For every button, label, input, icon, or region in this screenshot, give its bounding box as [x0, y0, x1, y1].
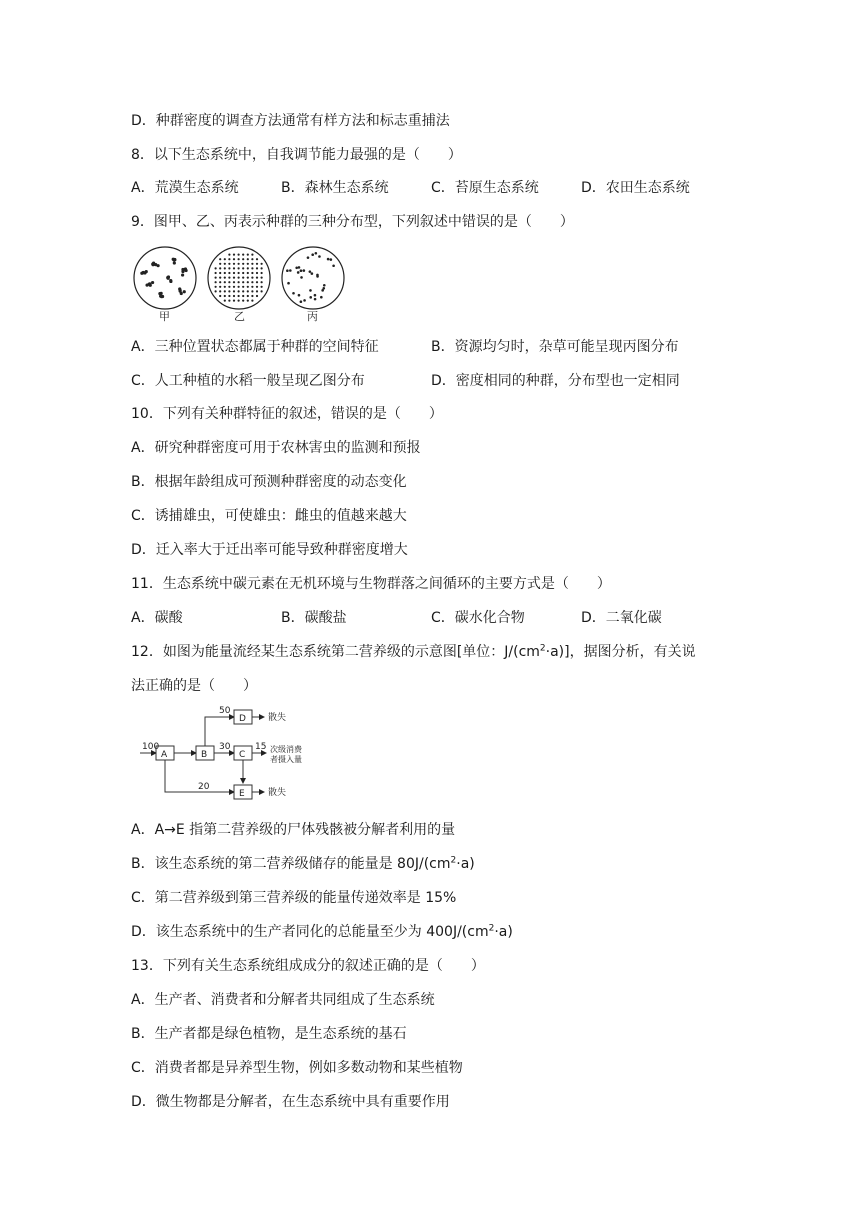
q9-option-d: D．密度相同的种群，分布型也一定相同	[431, 373, 680, 389]
q9-option-a: A．三种位置状态都属于种群的空间特征	[131, 339, 379, 355]
q11-option-b: B．碳酸盐	[281, 610, 347, 626]
e-out-label: 散失	[268, 788, 287, 798]
q13-stem: 13．下列有关生态系统组成成分的叙述正确的是（ ）	[131, 958, 485, 974]
q13-option-d: D．微生物都是分解者，在生态系统中具有重要作用	[131, 1094, 450, 1110]
label-jia: 甲	[159, 310, 170, 322]
c-out-label-1: 次级消费	[270, 745, 302, 754]
value-a-to-e: 20	[198, 782, 210, 792]
q8-option-b: B．森林生态系统	[281, 180, 389, 196]
figure-bing	[282, 247, 344, 309]
q12-option-c: C．第二营养级到第三营养级的能量传递效率是 15%	[131, 890, 457, 906]
q8-option-d: D．农田生态系统	[581, 180, 690, 196]
label-yi: 乙	[234, 310, 245, 322]
q8-stem: 8．以下生态系统中，自我调节能力最强的是（ ）	[131, 147, 462, 163]
q12-stem-line1: 12．如图为能量流经某生态系统第二营养级的示意图[单位：$J/(cm^2\cdot a)$]，据图分析，有关说	[131, 643, 696, 660]
q8-option-a: A．荒漠生态系统	[131, 180, 239, 196]
c-out-label-2: 者摄入量	[270, 755, 302, 764]
label-bing: 丙	[307, 310, 318, 322]
q12-stem-line2: 法正确的是（ ）	[131, 678, 257, 694]
node-b-label: B	[201, 750, 208, 760]
q10-option-b: B．根据年龄组成可预测种群密度的动态变化	[131, 474, 407, 490]
figure-yi	[208, 247, 270, 309]
q12-option-d: D．该生态系统中的生产者同化的总能量至少为 $400J/(cm^2\cdot a)$	[131, 923, 513, 940]
q11-option-c: C．碳水化合物	[431, 610, 525, 626]
q11-option-d: D．二氧化碳	[581, 610, 662, 626]
q10-stem: 10．下列有关种群特征的叙述，错误的是（ ）	[131, 406, 443, 422]
q7-option-d: D．种群密度的调查方法通常有样方法和标志重捕法	[131, 113, 450, 129]
node-d-label: D	[239, 714, 246, 724]
q10-option-a: A．研究种群密度可用于农林害虫的监测和预报	[131, 440, 421, 456]
node-a-label: A	[161, 750, 168, 760]
node-e-label: E	[239, 789, 245, 799]
value-c-out: 15	[255, 742, 267, 752]
q13-option-c: C．消费者都是异养型生物，例如多数动物和某些植物	[131, 1060, 463, 1076]
q9-option-c: C．人工种植的水稻一般呈现乙图分布	[131, 373, 365, 389]
q10-option-c: C．诱捕雄虫，可使雄虫：雌虫的值越来越大	[131, 508, 407, 524]
q13-option-b: B．生产者都是绿色植物，是生态系统的基石	[131, 1026, 407, 1042]
q13-option-a: A．生产者、消费者和分解者共同组成了生态系统	[131, 992, 435, 1008]
q9-distribution-figure	[131, 244, 346, 322]
value-b-to-c: 30	[219, 742, 231, 752]
q11-option-a: A．碳酸	[131, 610, 183, 626]
q9-option-b: B．资源均匀时，杂草可能呈现丙图分布	[431, 339, 679, 355]
q12-option-a: A．A→E 指第二营养级的尸体残骸被分解者利用的量	[131, 822, 456, 838]
node-c-label: C	[239, 750, 246, 760]
d-out-label: 散失	[268, 713, 287, 723]
q9-stem: 9．图甲、乙、丙表示种群的三种分布型，下列叙述中错误的是（ ）	[131, 214, 574, 230]
q12-option-b: B．该生态系统的第二营养级储存的能量是 $80J/(cm^2\cdot a)$	[131, 855, 475, 872]
value-b-to-d: 50	[219, 706, 231, 716]
q12-energy-flow-diagram	[140, 703, 320, 803]
q10-option-d: D．迁入率大于迁出率可能导致种群密度增大	[131, 542, 408, 558]
q11-stem: 11．生态系统中碳元素在无机环境与生物群落之间循环的主要方式是（ ）	[131, 576, 611, 592]
figure-jia	[134, 247, 196, 309]
value-in-a: 100	[142, 742, 160, 752]
q8-option-c: C．苔原生态系统	[431, 180, 539, 196]
